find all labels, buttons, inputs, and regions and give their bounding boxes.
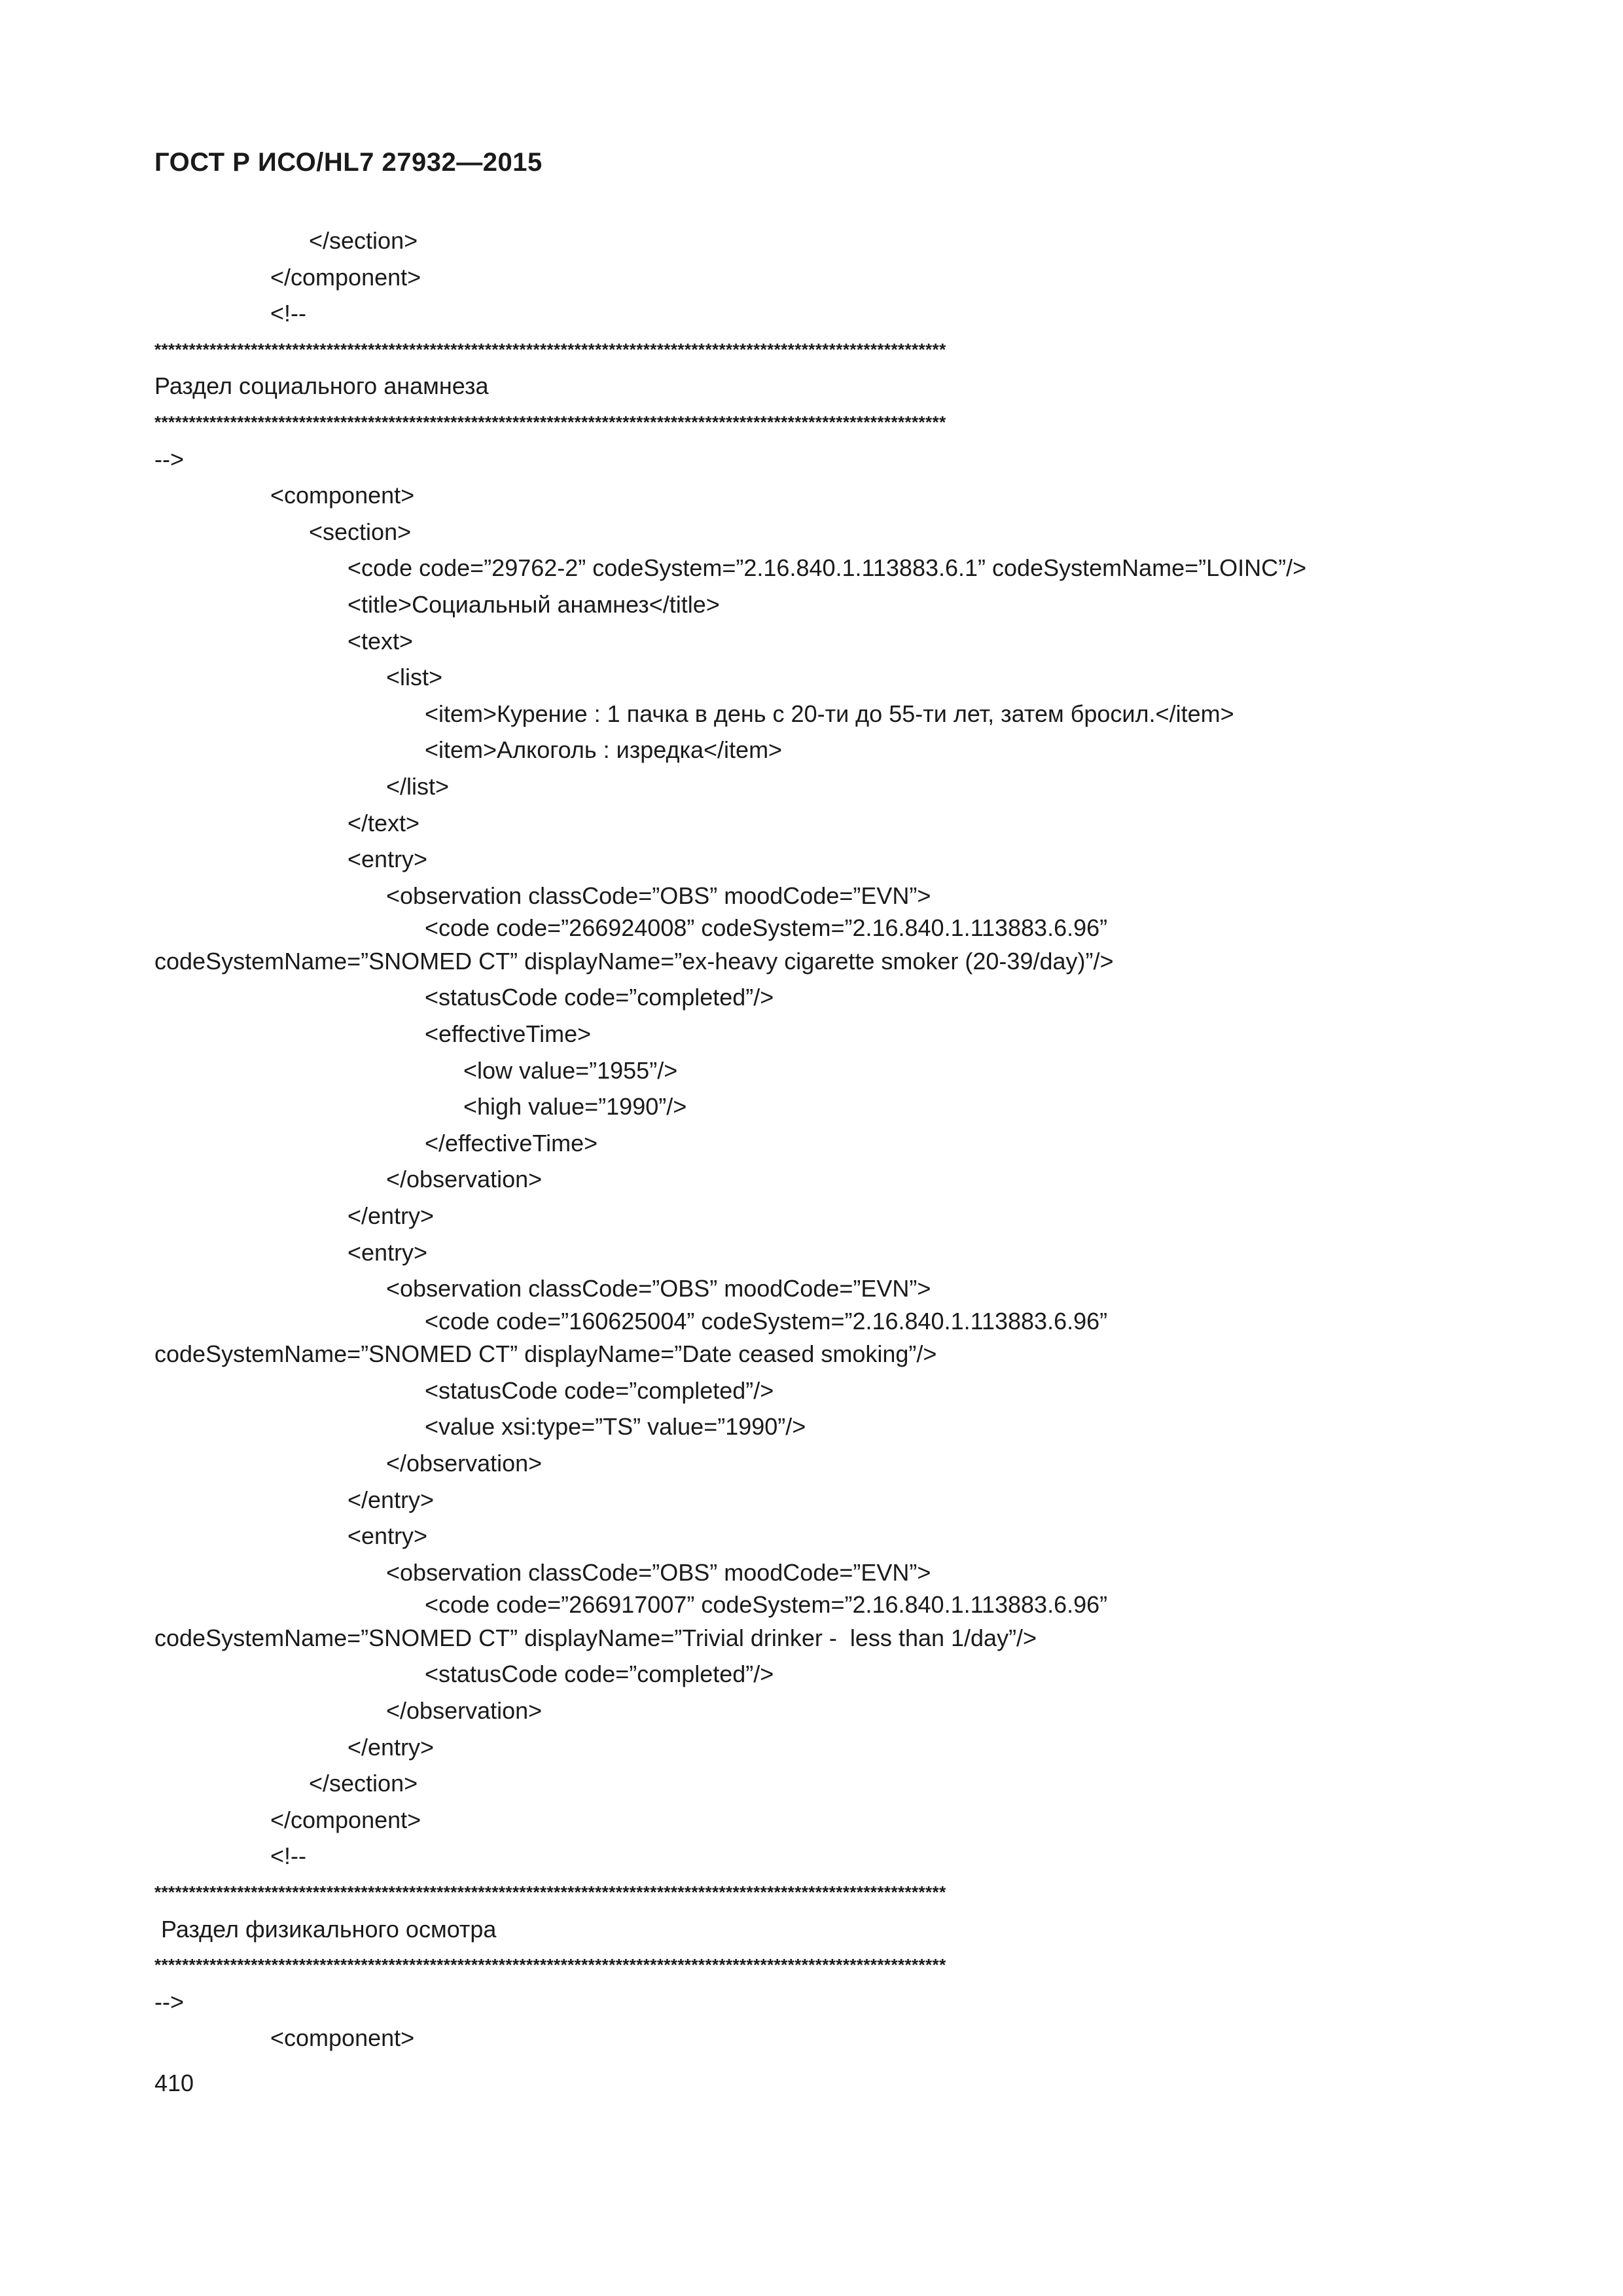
- code-line: <observation classCode=”OBS” moodCode=”EVN”>: [386, 1558, 931, 1586]
- code-line: <low value=”1955”/>: [463, 1056, 678, 1084]
- code-line: <value xsi:type=”TS” value=”1990”/>: [425, 1413, 806, 1441]
- code-line: </component>: [270, 1806, 421, 1833]
- code-line: <observation classCode=”OBS” moodCode=”EVN”>: [386, 882, 931, 909]
- code-line: </entry>: [348, 1733, 435, 1761]
- code-line: codeSystemName=”SNOMED CT” displayName=”Trivial drinker - less than 1/day”/>: [154, 1624, 1037, 1651]
- xml-listing: [154, 223, 1437, 2056]
- code-line: <!--: [270, 1842, 307, 1870]
- code-line: <statusCode code=”completed”/>: [425, 984, 774, 1011]
- code-line: <statusCode code=”completed”/>: [425, 1660, 774, 1688]
- code-line: <code code=”29762-2” codeSystem=”2.16.840.1.113883.6.1” codeSystemName=”LOINC”/>: [348, 554, 1307, 582]
- code-line: <observation classCode=”OBS” moodCode=”EVN”>: [386, 1275, 931, 1302]
- code-line: <!--: [270, 300, 307, 327]
- code-line: <item>Курение : 1 пачка в день с 20-ти до 55-ти лет, затем бросил.</item>: [425, 700, 1234, 727]
- code-line: </text>: [348, 809, 420, 836]
- code-line: <title>Социальный анамнез</title>: [348, 590, 720, 618]
- code-line: <code code=”160625004” codeSystem=”2.16.840.1.113883.6.96”: [425, 1307, 1108, 1335]
- code-line: <entry>: [348, 1238, 428, 1266]
- separator-line: *******************************************************************************************************************: [154, 1955, 946, 1975]
- code-line: </entry>: [348, 1486, 435, 1513]
- code-line: </entry>: [348, 1202, 435, 1229]
- code-line: </list>: [386, 772, 450, 800]
- code-line: codeSystemName=”SNOMED CT” displayName=”ex-heavy cigarette smoker (20-39/day)”/>: [154, 947, 1114, 975]
- code-line: -->: [154, 1988, 184, 2015]
- code-line: <effectiveTime>: [425, 1020, 592, 1047]
- code-line: </section>: [309, 1770, 418, 1797]
- code-line: </observation>: [386, 1697, 543, 1725]
- code-line: <entry>: [348, 846, 428, 873]
- code-line: <list>: [386, 664, 443, 691]
- code-line: Раздел социального анамнеза: [154, 372, 489, 400]
- separator-line: *******************************************************************************************************************: [154, 412, 946, 432]
- code-line: <component>: [270, 482, 415, 509]
- code-line: </observation>: [386, 1450, 543, 1477]
- code-line: <high value=”1990”/>: [463, 1093, 687, 1121]
- code-line: </component>: [270, 263, 421, 291]
- code-line: <component>: [270, 2024, 415, 2052]
- code-line: -->: [154, 445, 184, 473]
- page-number: 410: [154, 2070, 194, 2096]
- code-line: </section>: [309, 227, 418, 254]
- code-line: <text>: [348, 627, 414, 655]
- code-line: </observation>: [386, 1166, 543, 1193]
- code-line: <code code=”266924008” codeSystem=”2.16.840.1.113883.6.96”: [425, 914, 1108, 942]
- separator-line: *******************************************************************************************************************: [154, 1882, 946, 1903]
- code-line: <statusCode code=”completed”/>: [425, 1376, 774, 1404]
- code-line: <code code=”266917007” codeSystem=”2.16.840.1.113883.6.96”: [425, 1591, 1108, 1619]
- code-line: <section>: [309, 518, 412, 545]
- separator-line: *******************************************************************************************************************: [154, 339, 946, 359]
- document-header: ГОСТ Р ИСО/HL7 27932—2015: [154, 148, 543, 177]
- code-line: <entry>: [348, 1522, 428, 1550]
- code-line: </effectiveTime>: [425, 1129, 598, 1157]
- code-line: codeSystemName=”SNOMED CT” displayName=”Date ceased smoking”/>: [154, 1340, 937, 1368]
- code-line: Раздел физикального осмотра: [154, 1915, 497, 1943]
- code-line: <item>Алкоголь : изредка</item>: [425, 736, 783, 764]
